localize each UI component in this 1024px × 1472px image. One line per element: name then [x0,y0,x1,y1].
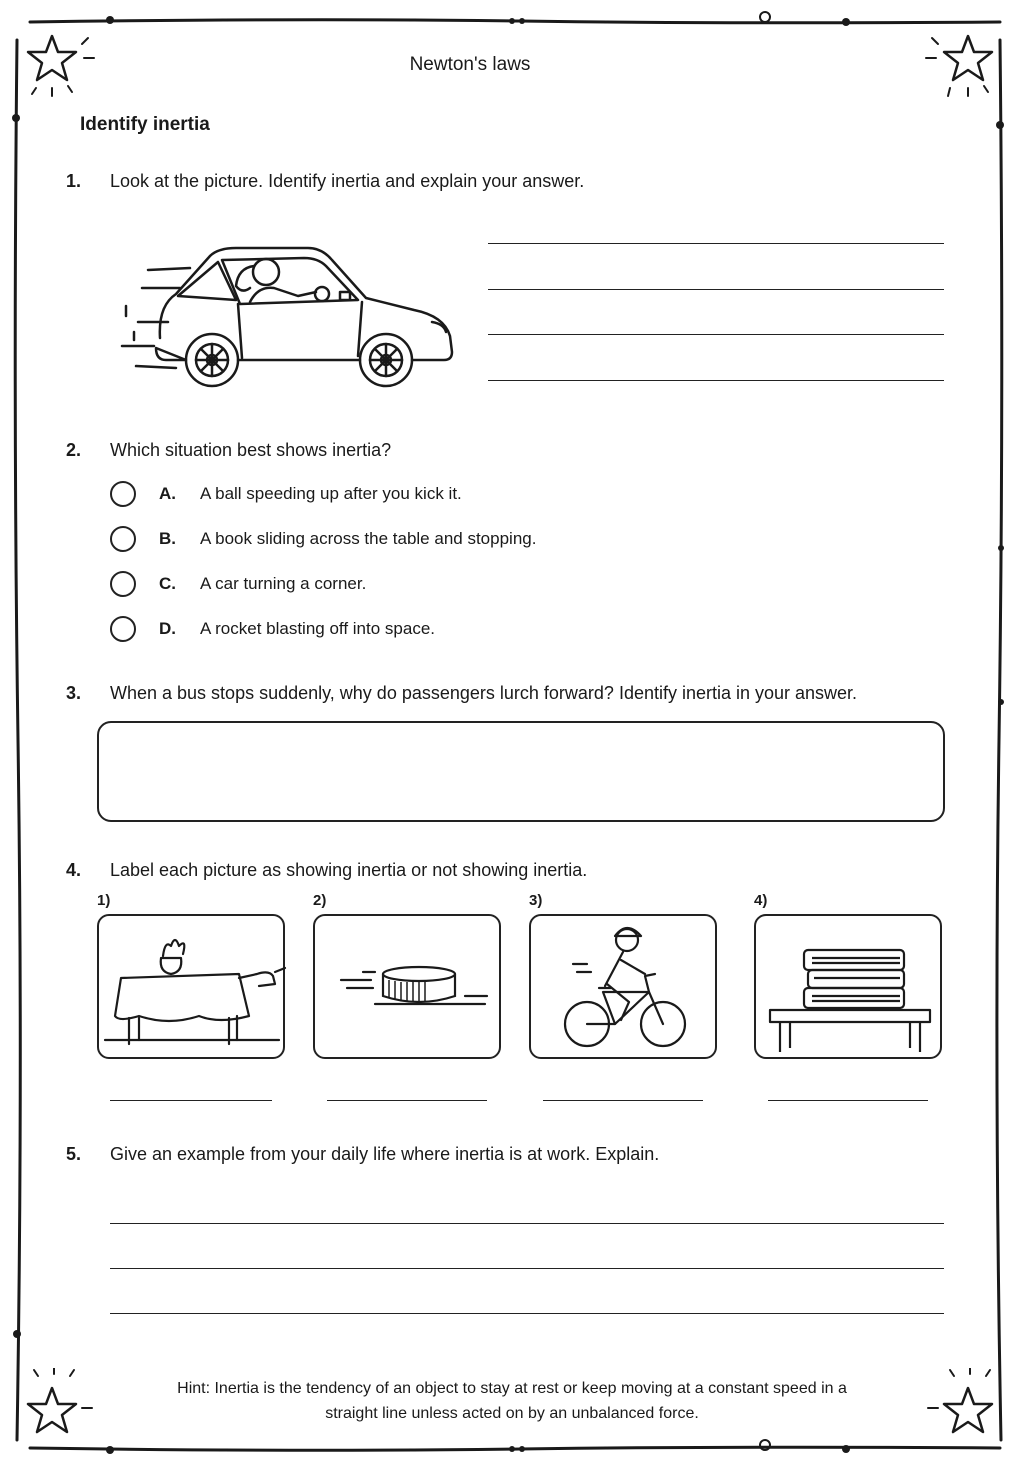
option-b-letter: B. [159,529,176,548]
option-d-text: A rocket blasting off into space. [200,619,435,638]
hint-text [120,1376,904,1426]
question-5-text: Give an example from your daily life where inertia is at work. Explain. [110,1144,660,1164]
question-5-number: 5. [66,1144,82,1164]
picture-3-box [529,914,717,1059]
stacked-books-icon [756,916,944,1061]
option-d-letter: D. [159,619,176,638]
picture-2-label: 2) [313,892,327,909]
picture-2-box [313,914,501,1059]
hint-line-2: straight line unless acted on by an unbalanced force. [325,1405,699,1422]
question-4-number: 4. [66,860,82,880]
picture-2-answer-line[interactable] [327,1100,487,1101]
star-icon [24,1368,100,1438]
star-icon [920,1368,996,1438]
picture-1-label: 1) [97,892,111,909]
option-a-text: A ball speeding up after you kick it. [200,484,462,503]
answer-line[interactable] [488,289,944,290]
picture-4-box [754,914,942,1059]
hint-line-1: Hint: Inertia is the tendency of an object to stay at rest or keep moving at a constant speed in a [177,1380,847,1397]
picture-3-label: 3) [529,892,543,909]
picture-1-box [97,914,285,1059]
question-3-number: 3. [66,683,82,703]
option-c-radio[interactable] [110,571,136,597]
picture-4-answer-line[interactable] [768,1100,928,1101]
question-1-number: 1. [66,171,82,191]
hockey-puck-icon [315,916,503,1061]
picture-1-answer-line[interactable] [110,1100,272,1101]
moving-car-with-driver-icon [118,236,463,388]
cyclist-icon [531,916,719,1061]
answer-line[interactable] [488,243,944,244]
question-4-text: Label each picture as showing inertia or not showing inertia. [110,860,588,880]
option-a-radio[interactable] [110,481,136,507]
option-d-radio[interactable] [110,616,136,642]
question-2-number: 2. [66,440,82,460]
worksheet-title: Newton's laws [409,54,531,75]
answer-box[interactable] [97,721,945,822]
section-heading: Identify inertia [80,114,210,135]
option-b-radio[interactable] [110,526,136,552]
answer-line[interactable] [110,1313,944,1314]
option-a-letter: A. [159,484,176,503]
tablecloth-pull-icon [99,916,287,1061]
option-c-text: A car turning a corner. [200,574,367,593]
answer-line[interactable] [488,334,944,335]
answer-line[interactable] [488,380,944,381]
picture-4-label: 4) [754,892,768,909]
answer-line[interactable] [110,1268,944,1269]
question-3-text: When a bus stops suddenly, why do passengers lurch forward? Identify inertia in your answer. [110,683,858,703]
option-c-letter: C. [159,574,176,593]
option-b-text: A book sliding across the table and stopping. [200,529,537,548]
question-2-text: Which situation best shows inertia? [110,440,392,460]
question-1-text: Look at the picture. Identify inertia and explain your answer. [110,171,585,191]
answer-line[interactable] [110,1223,944,1224]
picture-3-answer-line[interactable] [543,1100,703,1101]
